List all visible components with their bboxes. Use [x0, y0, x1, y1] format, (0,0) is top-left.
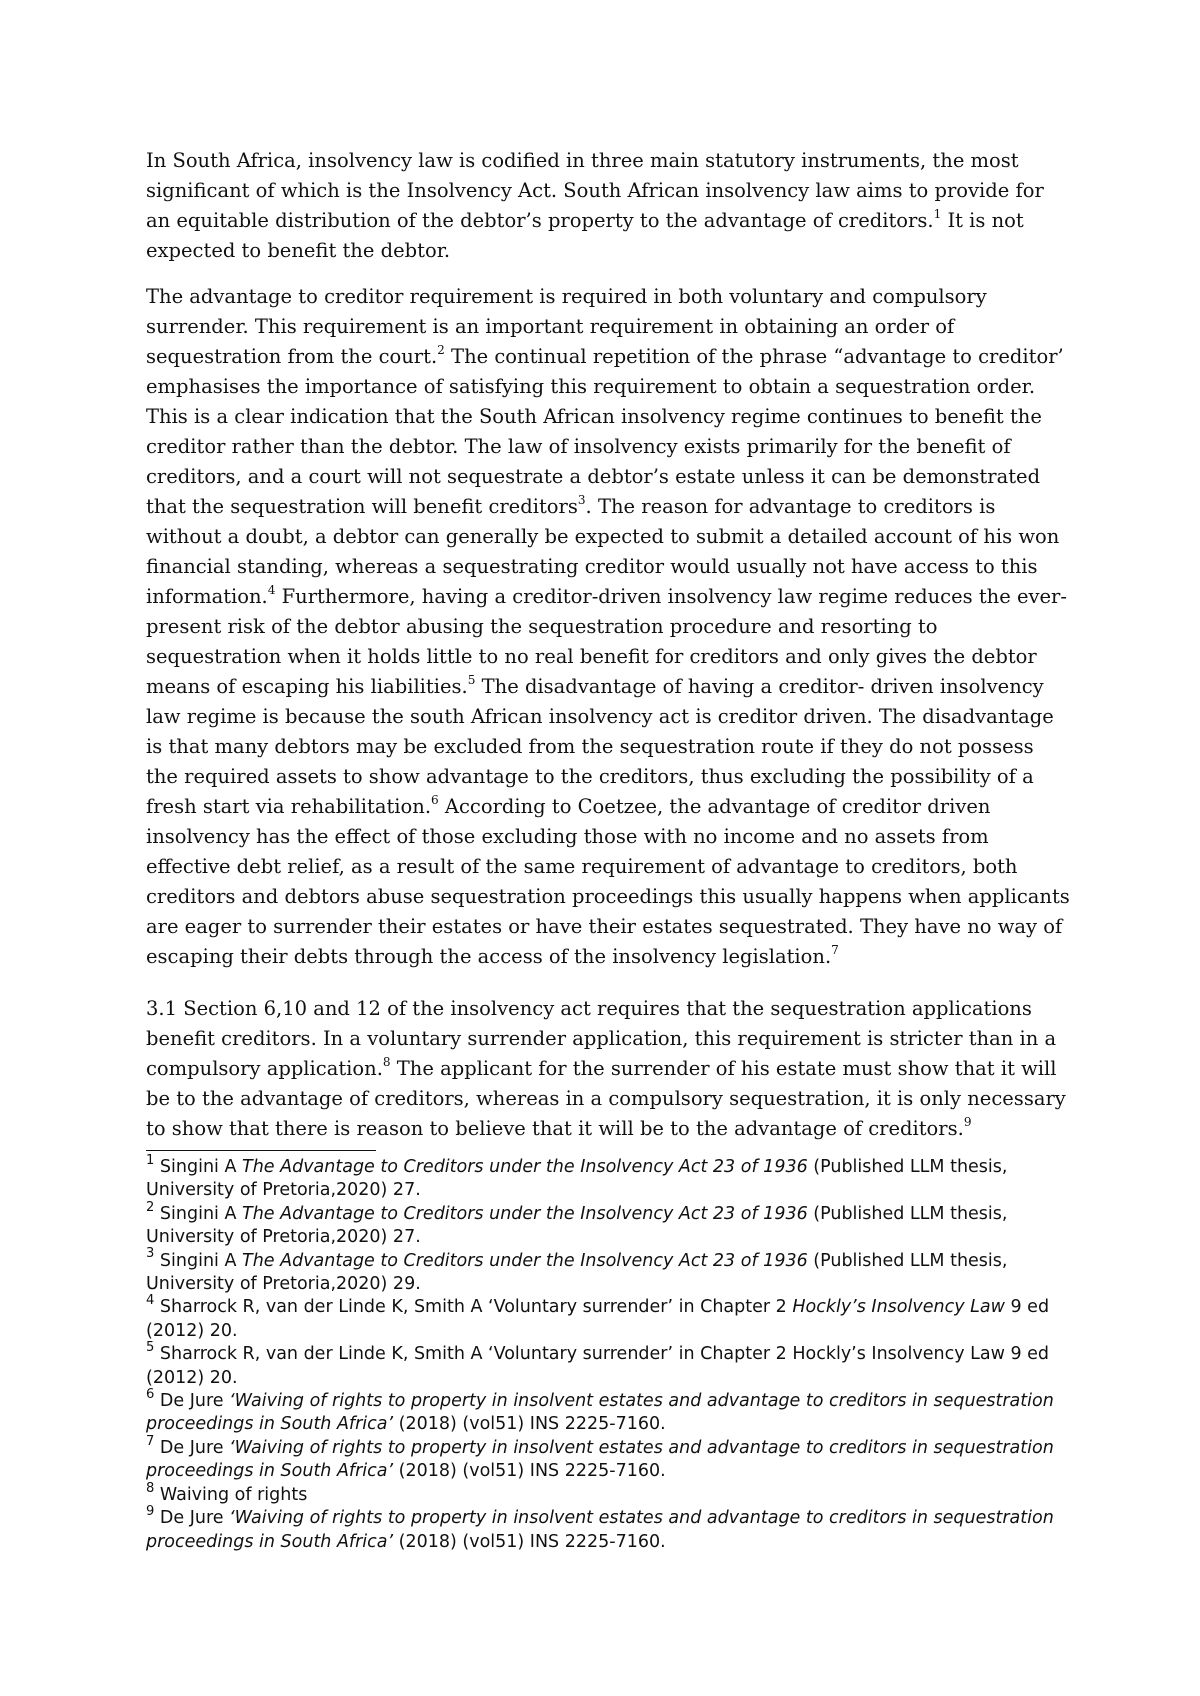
- footnote-3: [146, 1246, 1076, 1297]
- footnote-number: 9: [146, 1503, 155, 1519]
- footnote-title: ‘Waiving of rights to property in insolvent estates and advantage to creditors in sequestration proceedings in South Africa’: [146, 1437, 1054, 1482]
- footnote-6: [146, 1386, 1076, 1437]
- footnote-1: [146, 1152, 1076, 1203]
- footnote-ref[interactable]: 8: [382, 1055, 391, 1070]
- footnote-text: 9 ed (2012) 20.: [146, 1297, 1050, 1341]
- paragraph-text: Furthermore, having a creditor-driven insolvency law regime reduces the ever-present risk of the debtor abusing the sequestration procedure and resorting to sequestration when it holds little to no real benefit for creditors and only gives the debtor means of escaping his liabilities.: [146, 585, 1067, 698]
- footnote-text: (2018) (vol51) INS 2225-7160.: [393, 1461, 666, 1482]
- footnote-title: Hockly’s Insolvency Law: [792, 1297, 1005, 1318]
- footnote-title: The Advantage to Creditors under the Insolvency Act 23 of 1936: [242, 1157, 808, 1177]
- footnote-text: (Published LLM thesis, University of Pretoria,2020) 27.: [146, 1157, 1008, 1201]
- footnote-text: Waiving of rights: [154, 1484, 308, 1505]
- footnote-ref[interactable]: 5: [467, 673, 476, 688]
- footnote-number: 3: [146, 1246, 155, 1262]
- footnote-ref[interactable]: 4: [267, 583, 276, 598]
- paragraph-1: [146, 146, 1070, 266]
- footnote-title: The Advantage to Creditors under the Insolvency Act 23 of 1936: [242, 1250, 808, 1271]
- footnote-9: [146, 1503, 1076, 1554]
- footnote-2: [146, 1199, 1076, 1250]
- footnote-ref[interactable]: 7: [831, 943, 839, 958]
- footnote-text: Singini A: [154, 1203, 242, 1224]
- footnote-ref[interactable]: 9: [963, 1115, 972, 1130]
- paragraph-text: . The reason for advantage to creditors is without a doubt, a debtor can generally be expected to submit a detailed account of his won financial standing, whereas a sequestrating creditor would usually not have access to this information.: [146, 495, 1060, 608]
- paragraph-text: The advantage to creditor requirement is required in both voluntary and compulsory surrender. This requirement is an important requirement in obtaining an order of sequestration from the court.: [146, 285, 987, 368]
- footnote-text: De Jure: [154, 1391, 230, 1412]
- footnote-4: [146, 1293, 1076, 1343]
- footnote-ref[interactable]: 3: [577, 493, 586, 508]
- footnote-text: Singini A: [154, 1157, 242, 1177]
- paragraph-text: It is not expected to benefit the debtor.: [146, 209, 1024, 262]
- footnote-title: ‘Waiving of rights to property in insolvent estates and advantage to creditors in sequestration proceedings in South Africa’: [146, 1391, 1054, 1435]
- footnote-text: De Jure: [154, 1508, 230, 1529]
- footnote-text: Sharrock R, van der Linde K, Smith A ‘Voluntary surrender’ in Chapter 2 Hockly’s Insolvency Law 9 ed (2012) 20.: [146, 1344, 1050, 1388]
- footnote-text: (2018) (vol51) INS 2225-7160.: [393, 1414, 666, 1435]
- footnote-title: ‘Waiving of rights to property in insolvent estates and advantage to creditors in sequestration proceedings in South Africa’: [146, 1508, 1054, 1552]
- footnote-number: 8: [146, 1480, 155, 1496]
- footnote-number: 7: [146, 1433, 155, 1449]
- paragraph-text: According to Coetzee, the advantage of creditor driven insolvency has the effect of those excluding those with no income and no assets from effective debt relief, as a result of the same requirement of advantage to creditors, both creditors and debtors abuse sequestration proceedings this usually happens when applicants are eager to surrender their estates or have their estates sequestrated. They have no way of escaping their debts through the access of the insolvency legislation.: [146, 795, 1070, 968]
- footnote-text: (2018) (vol51) INS 2225-7160.: [393, 1531, 666, 1552]
- footnote-8: [146, 1480, 1076, 1507]
- footnote-ref[interactable]: 2: [437, 343, 445, 358]
- footnote-number: 4: [146, 1293, 155, 1309]
- footnote-number: 6: [146, 1386, 155, 1402]
- footnote-5: [146, 1340, 1076, 1390]
- footnote-number: 1: [146, 1152, 155, 1168]
- paragraph-text: 3.1 Section 6,10 and 12 of the insolvency act requires that the sequestration applications benefit creditors. In a voluntary surrender application, this requirement is stricter than in a compulsory application.: [146, 997, 1057, 1080]
- paragraph-text: The disadvantage of having a creditor- driven insolvency law regime is because the south African insolvency act is creditor driven. The disadvantage is that many debtors may be excluded from the sequestration route if they do not possess the required assets to show advantage to the creditors, thus excluding the possibility of a fresh start via rehabilitation.: [146, 675, 1054, 818]
- paragraph-text: The applicant for the surrender of his estate must show that it will be to the advantage of creditors, whereas in a compulsory sequestration, it is only necessary to show that there is reason to believe that it will be to the advantage of creditors.: [146, 1057, 1066, 1140]
- paragraph-text: The continual repetition of the phrase “advantage to creditor’ emphasises the importance of satisfying this requirement to obtain a sequestration order. This is a clear indication that the South African insolvency regime continues to benefit the creditor rather than the debtor. The law of insolvency exists primarily for the benefit of creditors, and a court will not sequestrate a debtor’s estate unless it can be demonstrated that the sequestration will benefit creditors: [146, 345, 1064, 518]
- paragraph-2: [146, 282, 1070, 972]
- footnote-title: The Advantage to Creditors under the Insolvency Act 23 of 1936: [242, 1203, 808, 1224]
- footnote-ref[interactable]: 1: [933, 207, 942, 222]
- footnotes-section: [146, 1152, 1076, 1554]
- footnote-text: De Jure: [154, 1437, 230, 1458]
- footnote-number: 2: [146, 1199, 155, 1215]
- footnote-text: Sharrock R, van der Linde K, Smith A ‘Voluntary surrender’ in Chapter 2: [154, 1297, 793, 1318]
- paragraph-3: [146, 994, 1070, 1144]
- footnote-text: (Published LLM thesis, University of Pretoria,2020) 27.: [146, 1203, 1008, 1248]
- footnote-text: (Published LLM thesis, University of Pretoria,2020) 29.: [146, 1250, 1008, 1295]
- footnote-text: Singini A: [154, 1250, 242, 1271]
- footnote-separator: [146, 1150, 376, 1151]
- footnote-7: [146, 1433, 1076, 1484]
- footnote-number: 5: [146, 1340, 155, 1356]
- footnote-ref[interactable]: 6: [431, 793, 439, 808]
- paragraph-text: In South Africa, insolvency law is codified in three main statutory instruments, the most significant of which is the Insolvency Act. South African insolvency law aims to provide for an equitable distribution of the debtor’s property to the advantage of creditors.: [146, 149, 1044, 232]
